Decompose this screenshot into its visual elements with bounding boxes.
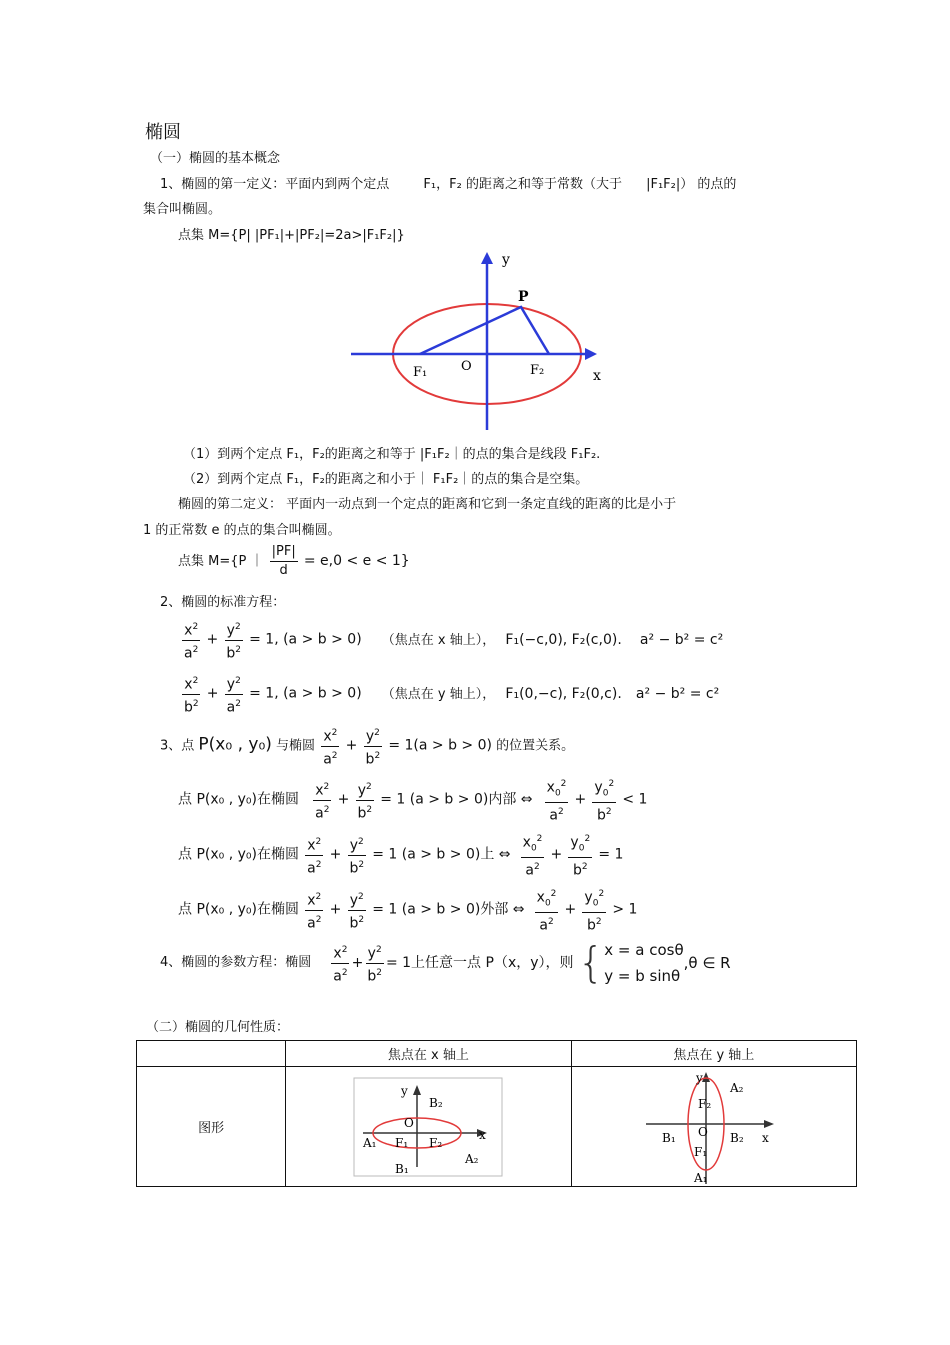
eq1-relation: a² − b² = c² [639,631,724,648]
label-A1: A₁ [363,1135,377,1150]
def1-foci: F₁，F₂ [423,177,462,192]
label-B2: B₂ [729,1130,744,1145]
label-B1: B₁ [395,1161,410,1176]
eq2-foci: F₁(0,−c), F₂(0,c). [505,685,622,702]
horizontal-ellipse-diagram [353,1077,503,1177]
label-A2: A₂ [465,1151,479,1166]
label-B1: B₁ [661,1130,676,1145]
def1-set: 点集 M={P| |PF₁|+|PF₂|=2a>|F₁F₂|} [178,228,405,243]
eq1-foci: F₁(−c,0), F₂(c,0). [505,631,622,648]
frac-y2-b2: $\frac{y^2}{b^2}$ [365,941,384,985]
on-a: 点 P(x₀ , y₀)在椭圆 [178,846,299,863]
frac-x2-a2: $\frac{x^2}{a^2}$ [313,778,331,822]
table-row-label: 图形 [137,1067,286,1187]
y-axis-arrow [481,252,493,264]
def1-abs: |F₁F₂|） [646,177,694,192]
label-A2: A₂ [729,1080,744,1095]
def2-line1: 椭圆的第二定义： 平面内一动点到一个定点的距离和它到一条定直线的距离的比是小于 [178,497,677,512]
param-brace: { [577,938,605,987]
pos-point: P(x₀ , y₀) [198,734,272,755]
table-cell-y-figure [571,1067,856,1187]
label-y: y [401,1083,409,1098]
table-header-x-axis: 焦点在 x 轴上 [286,1041,571,1067]
frac-x0-a2: $\frac{x_0^2}{a^2}$ [535,885,559,935]
on-c: = 1 [598,846,624,863]
def1-text-a: 1、椭圆的第一定义：平面内到两个定点 [160,177,390,192]
y-axis-arrow [702,1072,710,1082]
frac-x2-a2: $\frac{x^2}{a^2}$ [305,833,323,877]
param-x: x = a cosθ [604,941,684,959]
ratio-numerator: |PF| [270,543,298,562]
label-x: x [761,1130,769,1145]
label-y: y [695,1070,703,1085]
frac-x2-a2: $\frac{x^2}{a^2}$ [331,941,349,985]
def1-line2: 集合叫椭圆。 [143,202,222,217]
param-heading: 4、椭圆的参数方程：椭圆 [160,955,312,970]
position-inside: 点 P(x₀ , y₀)在椭圆 $\frac{x^2}{a^2}$ + $\frac{y^2}{b^2}$ = 1 (a > b > 0)内部 ⇔ $\frac{x_0^2}{a^2}$ + $\frac{y_0^2}{b^2}$ < 1 [178,775,647,825]
frac-y2-b2: $\frac{y^2}{b^2}$ [364,724,383,768]
case-1: （1）到两个定点 F₁，F₂的距离之和等于 |F₁F₂｜的点的集合是线段 F₁F₂. [183,447,601,462]
standard-eq2: $\frac{x^2}{b^2}$ + $\frac{y^2}{a^2}$ = 1, (a > b > 0) （焦点在 y 轴上）， F₁(0,−c), F₂(0,c). a² − b² = c² [180,672,719,716]
ratio-denominator: d [279,563,288,578]
standard-eq1: $\frac{x^2}{a^2}$ + $\frac{y^2}{b^2}$ = 1, (a > b > 0) （焦点在 x 轴上）， F₁(−c,0), F₂(c,0). a² − b² = c² [180,618,723,662]
vertical-ellipse-diagram [644,1068,784,1186]
frac-y2-b2: $\frac{y^2}{b^2}$ [224,618,243,662]
y-axis-arrow [413,1085,421,1095]
pos-heading-c: = 1(a > b > 0) [388,737,492,754]
label-O: O [404,1115,415,1130]
frac-x0-a2: $\frac{x_0^2}{a^2}$ [545,775,569,825]
inside-b: = 1 (a > b > 0)内部 ⇔ [380,791,533,808]
eq2-cond: = 1, (a > b > 0) [249,685,362,702]
label-P: P [518,289,529,305]
label-F1: F₁ [693,1144,707,1159]
ratio-fraction [270,543,298,580]
outside-b: = 1 (a > b > 0)外部 ⇔ [372,901,525,918]
frac-y0-b2: $\frac{y_0^2}{b^2}$ [592,775,616,825]
position-outside: 点 P(x₀ , y₀)在椭圆 $\frac{x^2}{a^2}$ + $\frac{y^2}{b^2}$ = 1 (a > b > 0)外部 ⇔ $\frac{x_0^2}{a^2}$ + $\frac{y_0^2}{b^2}$ > 1 [178,885,637,935]
geometry-table [136,1040,857,1187]
eq2-note: （焦点在 y 轴上）， [381,686,496,702]
table-row-figure [137,1067,857,1187]
label-O: O [461,359,472,374]
table-header-y-axis: 焦点在 y 轴上 [571,1041,856,1067]
page-title: 椭圆 [145,122,181,143]
def2-set-suffix: = e,0 < e < 1} [303,553,410,569]
section-heading-geometry: （二）椭圆的几何性质： [146,1020,290,1035]
frac-x2-b2: $\frac{x^2}{b^2}$ [182,672,201,716]
frac-y2-b2: $\frac{y^2}{b^2}$ [355,778,374,822]
pos-heading-d: 的位置关系。 [496,738,575,754]
frac-y2-a2: $\frac{y^2}{a^2}$ [225,672,243,716]
position-heading: 3、点 P(x₀ , y₀) 与椭圆 $\frac{x^2}{a^2}$ + $\frac{y^2}{b^2}$ = 1(a > b > 0) 的位置关系。 [160,724,574,768]
ellipse-diagram [345,248,605,433]
label-F1: F₁ [413,365,428,380]
label-F2: F₂ [429,1135,443,1150]
standard-heading: 2、椭圆的标准方程： [160,595,286,610]
frac-y0-b2: $\frac{y_0^2}{b^2}$ [582,885,606,935]
outside-c: > 1 [612,901,638,918]
def1-text-b: 的距离之和等于常数（大于 [465,177,622,192]
label-x: x [593,368,601,384]
position-on: 点 P(x₀ , y₀)在椭圆 $\frac{x^2}{a^2}$ + $\frac{y^2}{b^2}$ = 1 (a > b > 0)上 ⇔ $\frac{x_0^2}{a^2}$ + $\frac{y_0^2}{b^2}$ = 1 [178,830,623,880]
label-F2: F₂ [697,1096,711,1111]
label-A1: A₁ [693,1170,708,1185]
param-line: 4、椭圆的参数方程：椭圆 $\frac{x^2}{a^2}$ + $\frac{y^2}{b^2}$ = 1上任意一点 P（x，y），则 { x = a cosθ y = b sinθ ,θ ∈ R [160,938,731,987]
frac-y2-b2: $\frac{y^2}{b^2}$ [347,833,366,877]
frac-y0-b2: $\frac{y_0^2}{b^2}$ [568,830,592,880]
frac-x2-a2: $\frac{x^2}{a^2}$ [321,724,339,768]
def2-set-prefix: 点集 M={P ｜ [178,554,264,569]
table-cell-x-figure [286,1067,571,1187]
eq1-note: （焦点在 x 轴上）， [381,632,496,648]
outside-a: 点 P(x₀ , y₀)在椭圆 [178,901,299,918]
inside-a: 点 P(x₀ , y₀)在椭圆 [178,791,299,808]
label-F1: F₁ [395,1135,409,1150]
label-y: y [502,252,510,268]
case-2: （2）到两个定点 F₁，F₂的距离之和小于｜ F₁F₂｜的点的集合是空集。 [183,472,589,487]
inside-c: < 1 [622,791,648,808]
param-y: y = b sinθ [604,967,681,985]
frac-x2-a2: $\frac{x^2}{a^2}$ [305,888,323,932]
table-header-empty [137,1041,286,1067]
eq2-relation: a² − b² = c² [635,685,720,702]
focal-triangle [420,307,549,354]
frac-x0-a2: $\frac{x_0^2}{a^2}$ [521,830,545,880]
pos-heading-a: 3、点 [160,738,195,754]
eq1-cond: = 1, (a > b > 0) [249,631,362,648]
section-heading-basic: （一）椭圆的基本概念 [150,151,281,166]
frac-x2-a2: $\frac{x^2}{a^2}$ [182,618,200,662]
x-axis-arrow [585,348,597,360]
label-F2: F₂ [530,363,545,378]
label-x: x [479,1127,487,1142]
def1-text-c: 的点的 [697,177,737,192]
def1-line1 [160,176,736,194]
table-header-row [137,1041,857,1067]
label-O: O [697,1124,708,1139]
param-mid: = 1上任意一点 P（x，y），则 [385,955,574,971]
param-system [604,937,683,989]
param-tail: ,θ ∈ R [683,954,731,972]
def2-set [178,543,410,580]
x-axis-arrow [764,1120,774,1128]
label-B2: B₂ [429,1095,444,1110]
on-b: = 1 (a > b > 0)上 ⇔ [372,846,511,863]
pos-heading-b: 与椭圆 [276,738,316,754]
frac-y2-b2: $\frac{y^2}{b^2}$ [347,888,366,932]
def2-line2: 1 的正常数 e 的点的集合叫椭圆。 [143,523,341,538]
